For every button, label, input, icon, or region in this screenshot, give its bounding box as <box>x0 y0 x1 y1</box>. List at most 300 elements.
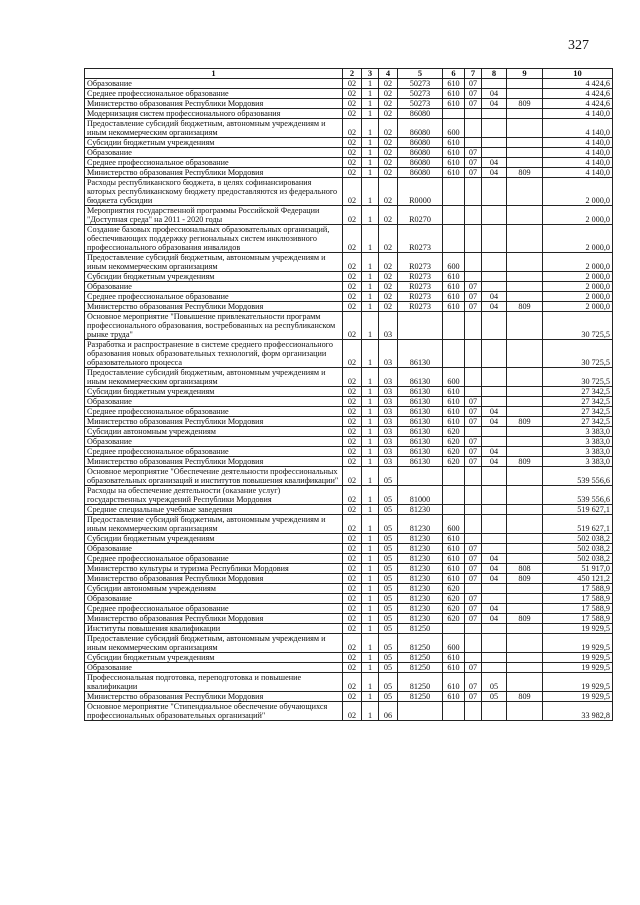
column-7-code: 07 <box>465 594 482 604</box>
column-7-code: 07 <box>465 292 482 302</box>
row-name: Образование <box>85 544 343 554</box>
column-4-code: 03 <box>379 368 398 387</box>
amount: 2 000,0 <box>543 206 613 225</box>
table-row <box>85 340 613 368</box>
column-5-code: 86130 <box>398 447 443 457</box>
column-8-code <box>482 584 507 594</box>
table-row <box>85 109 613 119</box>
row-name: Образование <box>85 148 343 158</box>
column-8-code <box>482 653 507 663</box>
column-5-code: 86080 <box>398 119 443 138</box>
column-7-code <box>465 515 482 534</box>
column-8-code <box>482 427 507 437</box>
column-3-code: 1 <box>362 312 379 340</box>
column-4-code: 02 <box>379 138 398 148</box>
column-2-code: 02 <box>343 457 362 467</box>
column-9-code <box>507 312 543 340</box>
column-6-code: 610 <box>443 292 465 302</box>
table-row <box>85 387 613 397</box>
table-row <box>85 564 613 574</box>
column-8-code <box>482 437 507 447</box>
table-row <box>85 253 613 272</box>
amount: 30 725,5 <box>543 368 613 387</box>
column-3-code: 1 <box>362 574 379 584</box>
column-8-code <box>482 79 507 89</box>
column-2-code: 02 <box>343 624 362 634</box>
column-3-code: 1 <box>362 634 379 653</box>
column-4-code: 03 <box>379 312 398 340</box>
amount: 450 121,2 <box>543 574 613 584</box>
column-header: 6 <box>443 69 465 79</box>
column-8-code <box>482 505 507 515</box>
amount: 17 588,9 <box>543 604 613 614</box>
column-3-code: 1 <box>362 594 379 604</box>
column-3-code: 1 <box>362 79 379 89</box>
column-3-code: 1 <box>362 302 379 312</box>
column-7-code: 07 <box>465 417 482 427</box>
column-5-code: 81230 <box>398 515 443 534</box>
table-row <box>85 653 613 663</box>
row-name: Создание базовых профессиональных образовательных организаций, обеспечивающих поддержку региональных систем инклюзивного профессионального образования инвалидов <box>85 225 343 253</box>
column-5-code: 86130 <box>398 437 443 447</box>
table-row <box>85 302 613 312</box>
column-5-code: 81230 <box>398 564 443 574</box>
column-2-code: 02 <box>343 368 362 387</box>
column-8-code <box>482 368 507 387</box>
column-3-code: 1 <box>362 554 379 564</box>
amount: 3 383,0 <box>543 427 613 437</box>
column-2-code: 02 <box>343 673 362 692</box>
column-8-code: 04 <box>482 158 507 168</box>
column-8-code <box>482 340 507 368</box>
column-5-code: R0273 <box>398 282 443 292</box>
column-8-code: 04 <box>482 614 507 624</box>
table-row <box>85 634 613 653</box>
column-3-code: 1 <box>362 515 379 534</box>
column-5-code: 86130 <box>398 340 443 368</box>
column-9-code <box>507 148 543 158</box>
budget-table <box>84 68 613 721</box>
row-name: Министерство образования Республики Мордовия <box>85 168 343 178</box>
column-5-code <box>398 702 443 721</box>
column-5-code: 86080 <box>398 148 443 158</box>
column-5-code: 81250 <box>398 624 443 634</box>
column-4-code: 03 <box>379 427 398 437</box>
column-5-code: 81250 <box>398 692 443 702</box>
column-2-code: 02 <box>343 79 362 89</box>
column-3-code: 1 <box>362 158 379 168</box>
column-8-code <box>482 178 507 206</box>
column-5-code: R0273 <box>398 272 443 282</box>
column-6-code: 610 <box>443 417 465 427</box>
column-2-code: 02 <box>343 447 362 457</box>
column-5-code: 50273 <box>398 99 443 109</box>
column-2-code: 02 <box>343 138 362 148</box>
column-7-code <box>465 486 482 505</box>
column-8-code <box>482 534 507 544</box>
amount: 4 424,6 <box>543 79 613 89</box>
column-9-code <box>507 534 543 544</box>
column-7-code: 07 <box>465 457 482 467</box>
column-6-code: 610 <box>443 663 465 673</box>
column-9-code <box>507 368 543 387</box>
column-2-code: 02 <box>343 282 362 292</box>
column-4-code: 02 <box>379 168 398 178</box>
row-name: Среднее профессиональное образование <box>85 89 343 99</box>
column-2-code: 02 <box>343 634 362 653</box>
row-name: Субсидии бюджетным учреждениям <box>85 653 343 663</box>
column-2-code: 02 <box>343 119 362 138</box>
table-row <box>85 148 613 158</box>
column-4-code: 02 <box>379 109 398 119</box>
amount: 4 140,0 <box>543 148 613 158</box>
column-4-code: 05 <box>379 505 398 515</box>
column-2-code: 02 <box>343 340 362 368</box>
column-header: 8 <box>482 69 507 79</box>
row-name: Министерство образования Республики Мордовия <box>85 302 343 312</box>
column-2-code: 02 <box>343 534 362 544</box>
row-name: Субсидии автономным учреждениям <box>85 584 343 594</box>
column-2-code: 02 <box>343 554 362 564</box>
column-9-code <box>507 225 543 253</box>
column-7-code <box>465 138 482 148</box>
column-6-code: 610 <box>443 148 465 158</box>
column-4-code: 05 <box>379 692 398 702</box>
column-4-code: 05 <box>379 604 398 614</box>
column-8-code: 04 <box>482 89 507 99</box>
table-row <box>85 437 613 447</box>
amount: 2 000,0 <box>543 225 613 253</box>
row-name: Образование <box>85 79 343 89</box>
column-5-code: 81230 <box>398 505 443 515</box>
column-8-code: 04 <box>482 417 507 427</box>
column-3-code: 1 <box>362 692 379 702</box>
column-9-code <box>507 554 543 564</box>
column-4-code: 02 <box>379 272 398 282</box>
column-8-code <box>482 138 507 148</box>
row-name: Субсидии бюджетным учреждениям <box>85 534 343 544</box>
column-4-code: 03 <box>379 397 398 407</box>
table-row <box>85 427 613 437</box>
column-7-code <box>465 467 482 486</box>
column-4-code: 02 <box>379 225 398 253</box>
column-2-code: 02 <box>343 292 362 302</box>
amount: 19 929,5 <box>543 653 613 663</box>
row-name: Основное мероприятие "Обеспечение деятельности профессиональных образовательных организаций и институтов повышения квалификации" <box>85 467 343 486</box>
column-6-code <box>443 624 465 634</box>
column-header: 2 <box>343 69 362 79</box>
column-9-code <box>507 544 543 554</box>
amount: 3 383,0 <box>543 437 613 447</box>
column-3-code: 1 <box>362 99 379 109</box>
amount: 4 424,6 <box>543 89 613 99</box>
column-5-code: 81000 <box>398 486 443 505</box>
table-row <box>85 702 613 721</box>
column-9-code <box>507 109 543 119</box>
column-3-code: 1 <box>362 282 379 292</box>
column-8-code <box>482 119 507 138</box>
column-6-code: 610 <box>443 282 465 292</box>
table-row <box>85 397 613 407</box>
column-2-code: 02 <box>343 515 362 534</box>
column-6-code <box>443 206 465 225</box>
row-name: Предоставление субсидий бюджетным, автономным учреждениям и иным некоммерческим организациям <box>85 368 343 387</box>
column-header: 1 <box>85 69 343 79</box>
column-4-code: 05 <box>379 534 398 544</box>
row-name: Министерство образования Республики Мордовия <box>85 457 343 467</box>
column-6-code: 610 <box>443 99 465 109</box>
column-5-code: 86080 <box>398 109 443 119</box>
column-3-code: 1 <box>362 206 379 225</box>
table-row <box>85 673 613 692</box>
amount: 30 725,5 <box>543 340 613 368</box>
row-name: Расходы республиканского бюджета, в целях софинансирования которых республиканскому бюджету предоставляются из федерального бюджета субсидии <box>85 178 343 206</box>
table-row <box>85 574 613 584</box>
column-6-code: 620 <box>443 427 465 437</box>
column-2-code: 02 <box>343 417 362 427</box>
table-row <box>85 505 613 515</box>
column-8-code <box>482 109 507 119</box>
row-name: Среднее профессиональное образование <box>85 407 343 417</box>
column-2-code: 02 <box>343 594 362 604</box>
column-9-code <box>507 653 543 663</box>
column-8-code <box>482 225 507 253</box>
table-row <box>85 624 613 634</box>
column-3-code: 1 <box>362 417 379 427</box>
column-8-code <box>482 397 507 407</box>
column-2-code: 02 <box>343 109 362 119</box>
column-3-code: 1 <box>362 614 379 624</box>
column-5-code: 86130 <box>398 397 443 407</box>
amount: 2 000,0 <box>543 253 613 272</box>
column-3-code: 1 <box>362 427 379 437</box>
table-row <box>85 407 613 417</box>
column-6-code <box>443 109 465 119</box>
column-2-code: 02 <box>343 168 362 178</box>
column-9-code <box>507 515 543 534</box>
column-3-code: 1 <box>362 148 379 158</box>
column-7-code <box>465 634 482 653</box>
column-6-code: 610 <box>443 692 465 702</box>
column-4-code: 03 <box>379 457 398 467</box>
column-4-code: 02 <box>379 206 398 225</box>
column-4-code: 05 <box>379 594 398 604</box>
column-8-code: 04 <box>482 292 507 302</box>
column-9-code <box>507 486 543 505</box>
row-name: Среднее профессиональное образование <box>85 292 343 302</box>
amount: 19 929,5 <box>543 673 613 692</box>
column-9-code: 809 <box>507 417 543 427</box>
column-8-code <box>482 486 507 505</box>
column-2-code: 02 <box>343 604 362 614</box>
table-row <box>85 584 613 594</box>
column-2-code: 02 <box>343 564 362 574</box>
column-7-code: 07 <box>465 302 482 312</box>
table-row <box>85 79 613 89</box>
column-7-code <box>465 702 482 721</box>
column-8-code <box>482 544 507 554</box>
column-2-code: 02 <box>343 89 362 99</box>
amount: 27 342,5 <box>543 407 613 417</box>
column-3-code: 1 <box>362 467 379 486</box>
row-name: Средние специальные учебные заведения <box>85 505 343 515</box>
column-3-code: 1 <box>362 368 379 387</box>
column-7-code <box>465 653 482 663</box>
column-8-code <box>482 253 507 272</box>
column-8-code <box>482 634 507 653</box>
column-2-code: 02 <box>343 387 362 397</box>
column-7-code: 07 <box>465 692 482 702</box>
column-6-code: 600 <box>443 368 465 387</box>
amount: 17 588,9 <box>543 594 613 604</box>
column-6-code: 610 <box>443 673 465 692</box>
column-2-code: 02 <box>343 574 362 584</box>
column-9-code <box>507 437 543 447</box>
column-9-code <box>507 702 543 721</box>
column-8-code <box>482 702 507 721</box>
table-row <box>85 225 613 253</box>
column-6-code: 610 <box>443 387 465 397</box>
column-9-code: 809 <box>507 302 543 312</box>
table-row <box>85 282 613 292</box>
column-7-code: 07 <box>465 544 482 554</box>
table-row <box>85 544 613 554</box>
table-row <box>85 119 613 138</box>
column-5-code: R0000 <box>398 178 443 206</box>
column-3-code: 1 <box>362 653 379 663</box>
table-row <box>85 614 613 624</box>
amount: 27 342,5 <box>543 417 613 427</box>
amount: 17 588,9 <box>543 614 613 624</box>
column-8-code: 04 <box>482 447 507 457</box>
column-7-code: 07 <box>465 673 482 692</box>
column-8-code: 05 <box>482 673 507 692</box>
row-name: Субсидии автономным учреждениям <box>85 427 343 437</box>
column-7-code: 07 <box>465 554 482 564</box>
column-7-code <box>465 253 482 272</box>
column-8-code <box>482 148 507 158</box>
column-4-code: 05 <box>379 467 398 486</box>
column-header: 10 <box>543 69 613 79</box>
column-6-code: 610 <box>443 302 465 312</box>
row-name: Министерство образования Республики Мордовия <box>85 692 343 702</box>
column-4-code: 02 <box>379 119 398 138</box>
column-6-code: 620 <box>443 604 465 614</box>
row-name: Образование <box>85 282 343 292</box>
column-4-code: 02 <box>379 292 398 302</box>
amount: 4 140,0 <box>543 109 613 119</box>
column-4-code: 05 <box>379 544 398 554</box>
column-4-code: 05 <box>379 634 398 653</box>
table-row <box>85 534 613 544</box>
column-6-code <box>443 178 465 206</box>
column-4-code: 05 <box>379 515 398 534</box>
column-9-code: 808 <box>507 564 543 574</box>
column-3-code: 1 <box>362 544 379 554</box>
column-5-code: 86130 <box>398 457 443 467</box>
row-name: Разработка и распространение в системе среднего профессионального образования новых образовательных технологий, форм организации образовательного процесса <box>85 340 343 368</box>
amount: 539 556,6 <box>543 486 613 505</box>
column-4-code: 05 <box>379 614 398 624</box>
row-name: Расходы на обеспечение деятельности (оказание услуг) государственных учреждений Республики Мордовия <box>85 486 343 505</box>
column-5-code: R0273 <box>398 302 443 312</box>
column-6-code: 610 <box>443 138 465 148</box>
amount: 19 929,5 <box>543 624 613 634</box>
column-6-code: 610 <box>443 544 465 554</box>
row-name: Субсидии бюджетным учреждениям <box>85 387 343 397</box>
column-4-code: 05 <box>379 663 398 673</box>
table-row <box>85 312 613 340</box>
column-6-code <box>443 225 465 253</box>
column-6-code: 620 <box>443 457 465 467</box>
row-name: Мероприятия государственной программы Российской Федерации "Доступная среда" на 2011 - 2020 годы <box>85 206 343 225</box>
column-8-code: 04 <box>482 99 507 109</box>
amount: 30 725,5 <box>543 312 613 340</box>
column-8-code: 04 <box>482 302 507 312</box>
amount: 19 929,5 <box>543 692 613 702</box>
amount: 4 140,0 <box>543 138 613 148</box>
table-row <box>85 138 613 148</box>
column-2-code: 02 <box>343 407 362 417</box>
table-row <box>85 99 613 109</box>
column-3-code: 1 <box>362 564 379 574</box>
table-row <box>85 206 613 225</box>
table-row <box>85 594 613 604</box>
column-3-code: 1 <box>362 407 379 417</box>
table-row <box>85 515 613 534</box>
column-4-code: 02 <box>379 79 398 89</box>
column-5-code: 81230 <box>398 554 443 564</box>
column-8-code <box>482 594 507 604</box>
column-4-code: 03 <box>379 387 398 397</box>
column-7-code: 07 <box>465 604 482 614</box>
column-9-code <box>507 407 543 417</box>
column-6-code: 610 <box>443 89 465 99</box>
column-2-code: 02 <box>343 486 362 505</box>
column-6-code: 620 <box>443 584 465 594</box>
row-name: Институты повышения квалификации <box>85 624 343 634</box>
table-row <box>85 604 613 614</box>
column-7-code: 07 <box>465 282 482 292</box>
column-8-code <box>482 467 507 486</box>
column-7-code: 07 <box>465 614 482 624</box>
column-2-code: 02 <box>343 253 362 272</box>
column-6-code <box>443 486 465 505</box>
amount: 2 000,0 <box>543 282 613 292</box>
amount: 51 917,0 <box>543 564 613 574</box>
column-4-code: 05 <box>379 653 398 663</box>
column-9-code <box>507 467 543 486</box>
column-3-code: 1 <box>362 604 379 614</box>
header-row <box>85 69 613 79</box>
row-name: Образование <box>85 397 343 407</box>
column-8-code <box>482 206 507 225</box>
row-name: Профессиональная подготовка, переподготовка и повышение квалификации <box>85 673 343 692</box>
column-7-code <box>465 368 482 387</box>
column-7-code <box>465 505 482 515</box>
column-2-code: 02 <box>343 702 362 721</box>
column-4-code: 02 <box>379 148 398 158</box>
column-header: 4 <box>379 69 398 79</box>
column-6-code: 610 <box>443 79 465 89</box>
column-9-code <box>507 604 543 614</box>
column-7-code <box>465 584 482 594</box>
column-6-code: 610 <box>443 564 465 574</box>
column-5-code: 86130 <box>398 387 443 397</box>
column-2-code: 02 <box>343 663 362 673</box>
table-row <box>85 272 613 282</box>
table-row <box>85 554 613 564</box>
